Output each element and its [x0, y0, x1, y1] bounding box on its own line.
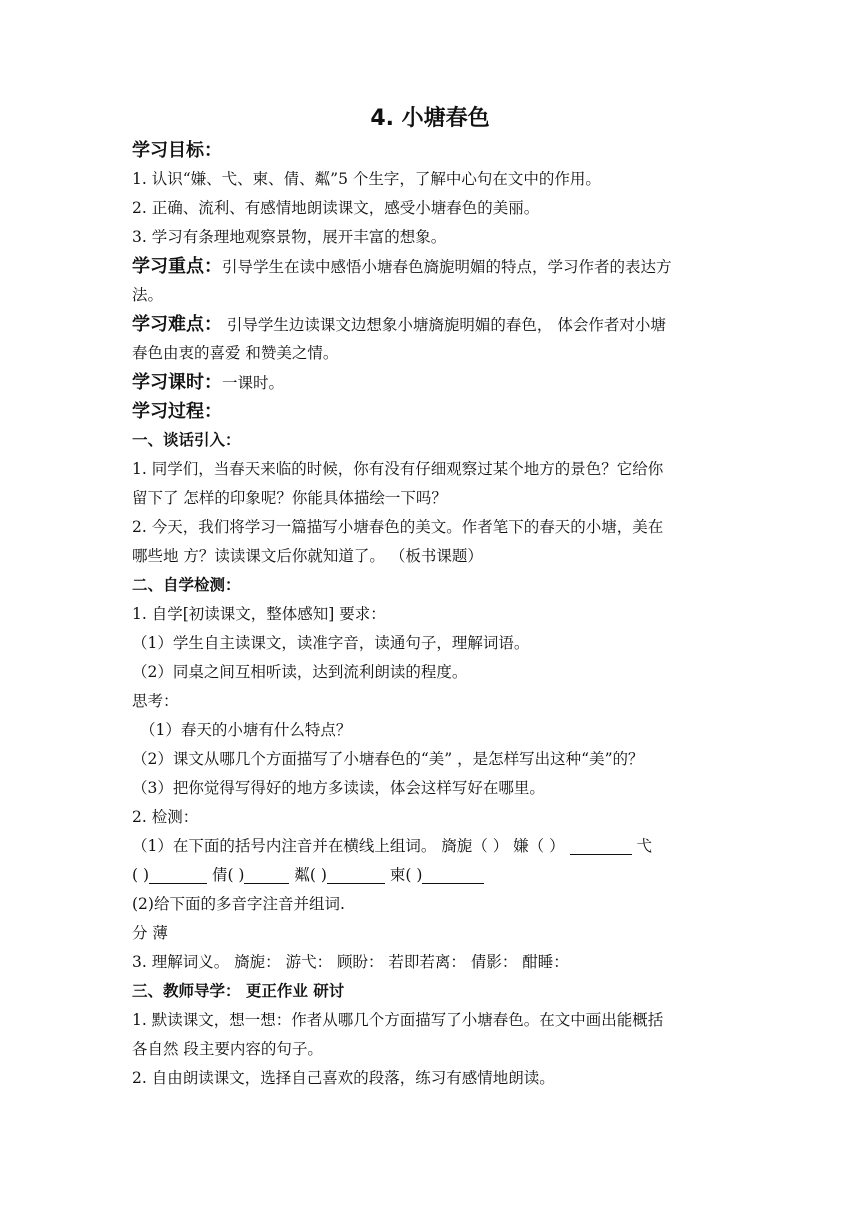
- class-hours-label: 学习课时：: [132, 372, 222, 393]
- fill-blank-text: 柬( ): [384, 866, 423, 884]
- blank-underline: [570, 836, 632, 855]
- difficulty-label: 学习难点：: [132, 314, 222, 335]
- fill-blank-char: 弋: [636, 837, 652, 855]
- class-hours-line: [132, 368, 732, 397]
- paragraph-line: 留下了 怎样的印象呢？你能具体描绘一下吗？: [132, 489, 447, 507]
- fill-blank-line: [132, 861, 732, 890]
- paragraph-line: 1. 自学[初读课文，整体感知] 要求：: [132, 605, 386, 623]
- objective-item: 3. 学习有条理地观察景物，展开丰富的想象。: [132, 228, 447, 246]
- blank-underline: [327, 865, 385, 884]
- page-title: 4. 小塘春色: [370, 106, 490, 131]
- section-heading: 二、自学检测：: [132, 576, 241, 594]
- content-body: [132, 136, 732, 1093]
- process-heading: 学习过程：: [132, 401, 222, 422]
- paragraph-line: （1）学生自主读课文，读准字音，读通句子，理解词语。: [132, 634, 530, 652]
- paragraph-line: 2. 今天，我们将学习一篇描写小塘春色的美文。作者笔下的春天的小塘，美在: [132, 518, 664, 536]
- paragraph-line: 3. 理解词义。 旖旎： 游弋： 顾盼： 若即若离： 倩影： 酣睡：: [132, 953, 569, 971]
- blank-underline: [244, 865, 289, 884]
- key-point-line: [132, 252, 732, 281]
- blank-underline: [422, 865, 484, 884]
- section-heading: 一、谈话引入：: [132, 431, 241, 449]
- paragraph-line: （2）同桌之间互相听读，达到流利朗读的程度。: [132, 663, 468, 681]
- difficulty-text: 引导学生边读课文边想象小塘旖旎明媚的春色， 体会作者对小塘: [222, 316, 666, 334]
- paragraph-line: 2. 自由朗读课文，选择自己喜欢的段落，练习有感情地朗读。: [132, 1069, 555, 1087]
- paragraph-line: 哪些地 方？读读课文后你就知道了。 （板书课题）: [132, 547, 483, 565]
- objective-item: 2. 正确、流利、有感情地朗读课文，感受小塘春色的美丽。: [132, 199, 540, 217]
- paragraph-line: 2. 检测：: [132, 808, 199, 826]
- paragraph-line: 分 薄: [132, 924, 168, 942]
- difficulty-line: [132, 310, 732, 339]
- key-point-label: 学习重点：: [132, 256, 222, 277]
- difficulty-continuation: 春色由衷的喜爱 和赞美之情。: [132, 344, 339, 362]
- paragraph-line: 1. 默读课文，想一想：作者从哪几个方面描写了小塘春色。在文中画出能概括: [132, 1011, 664, 1029]
- fill-blank-text: 倩( ): [207, 866, 245, 884]
- blank-underline: [149, 865, 207, 884]
- paragraph-line: （1）春天的小塘有什么特点？: [140, 721, 352, 739]
- paragraph-line: 思考：: [132, 692, 179, 710]
- paragraph-line: 1. 同学们，当春天来临的时候，你有没有仔细观察过某个地方的景色？它给你: [132, 460, 664, 478]
- paragraph-line: 各自然 段主要内容的句子。: [132, 1040, 323, 1058]
- key-point-continuation: 法。: [132, 286, 164, 304]
- fill-blank-line: [132, 832, 732, 861]
- fill-blank-text: ( ): [132, 866, 150, 884]
- paragraph-line: （3）把你觉得写得好的地方多读读，体会这样写好在哪里。: [132, 779, 545, 797]
- paragraph-line: (2)给下面的多音字注音并组词.: [132, 895, 345, 913]
- key-point-text: 引导学生在读中感悟小塘春色旖旎明媚的特点，学习作者的表达方: [222, 258, 672, 276]
- objective-item: 1. 认识“嫌、弋、柬、倩、粼”5 个生字，了解中心句在文中的作用。: [132, 170, 601, 188]
- section-heading: 三、教师导学： 更正作业 研讨: [132, 982, 345, 1000]
- fill-blank-text: （1）在下面的括号内注音并在横线上组词。 旖旎（ ） 嫌（ ）: [132, 837, 565, 855]
- fill-blank-text: 粼( ): [289, 866, 327, 884]
- class-hours-value: 一课时。: [222, 374, 285, 392]
- paragraph-line: （2）课文从哪几个方面描写了小塘春色的“美” ，是怎样写出这种“美”的？: [132, 750, 644, 768]
- objectives-heading: 学习目标：: [132, 140, 222, 161]
